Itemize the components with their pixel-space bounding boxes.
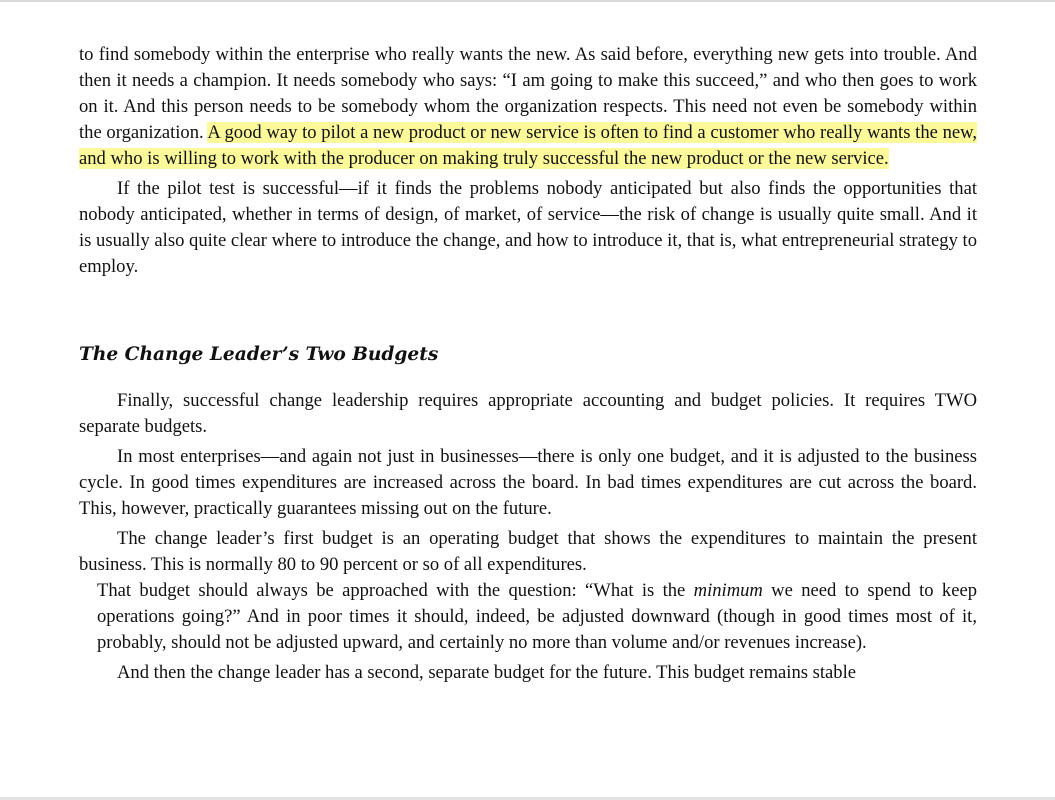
minimum-question-after: we need to spend to keep operations going?” And in poor times it should, indeed, be adjusted downward (though in good times most of it, probably, should not be adjusted upward, and certainly no more than volume and/or revenues increase).: [97, 580, 977, 653]
paragraph-future-budget: And then the change leader has a second, separate budget for the future. This budget remains stable: [117, 662, 857, 683]
paragraph-champion: [79, 42, 977, 172]
paragraph-champion-text: to find somebody within the enterprise who really wants the new. As said before, everything new gets into trouble. And then it needs a champion. It needs somebody who says: “I am going to make this succeed,” and who then goes to work on it. And this person needs to be somebody whom the organization respects. This need not even be somebody within the organization.: [79, 44, 977, 143]
minimum-emphasis: minimum: [693, 580, 763, 601]
paragraph-operating-budget: The change leader’s first budget is an operating budget that shows the expenditures to maintain the present business. This is normally 80 to 90 percent or so of all expenditures.: [79, 528, 977, 575]
paragraph-pilot-test: If the pilot test is successful—if it finds the problems nobody anticipated but also finds the opportunities that nobody anticipated, whether in terms of design, of market, of service—the risk of change is usually quite small. And it is usually also quite clear where to introduce the change, and how to introduce it, that is, what entrepreneurial strategy to employ.: [79, 178, 977, 277]
paragraph-one-budget: In most enterprises—and again not just in businesses—there is only one budget, and it is adjusted to the business cycle. In good times expenditures are increased across the board. In bad times expenditures are cut across the board. This, however, practically guarantees missing out on the future.: [79, 446, 977, 519]
highlighted-passage[interactable]: A good way to pilot a new product or new service is often to find a customer who really wants the new, and who is willing to work with the producer on making truly successful the new product or the new service.: [79, 122, 978, 169]
document-page: [79, 42, 977, 686]
paragraph-two-budgets: Finally, successful change leadership requires appropriate accounting and budget policies. It requires TWO separate budgets.: [79, 390, 977, 437]
minimum-question-before: That budget should always be approached with the question: “What is the: [97, 580, 694, 601]
paragraph-minimum-question: [97, 578, 977, 656]
section-heading: The Change Leader’s Two Budgets: [79, 344, 439, 365]
top-border: [0, 0, 1055, 2]
